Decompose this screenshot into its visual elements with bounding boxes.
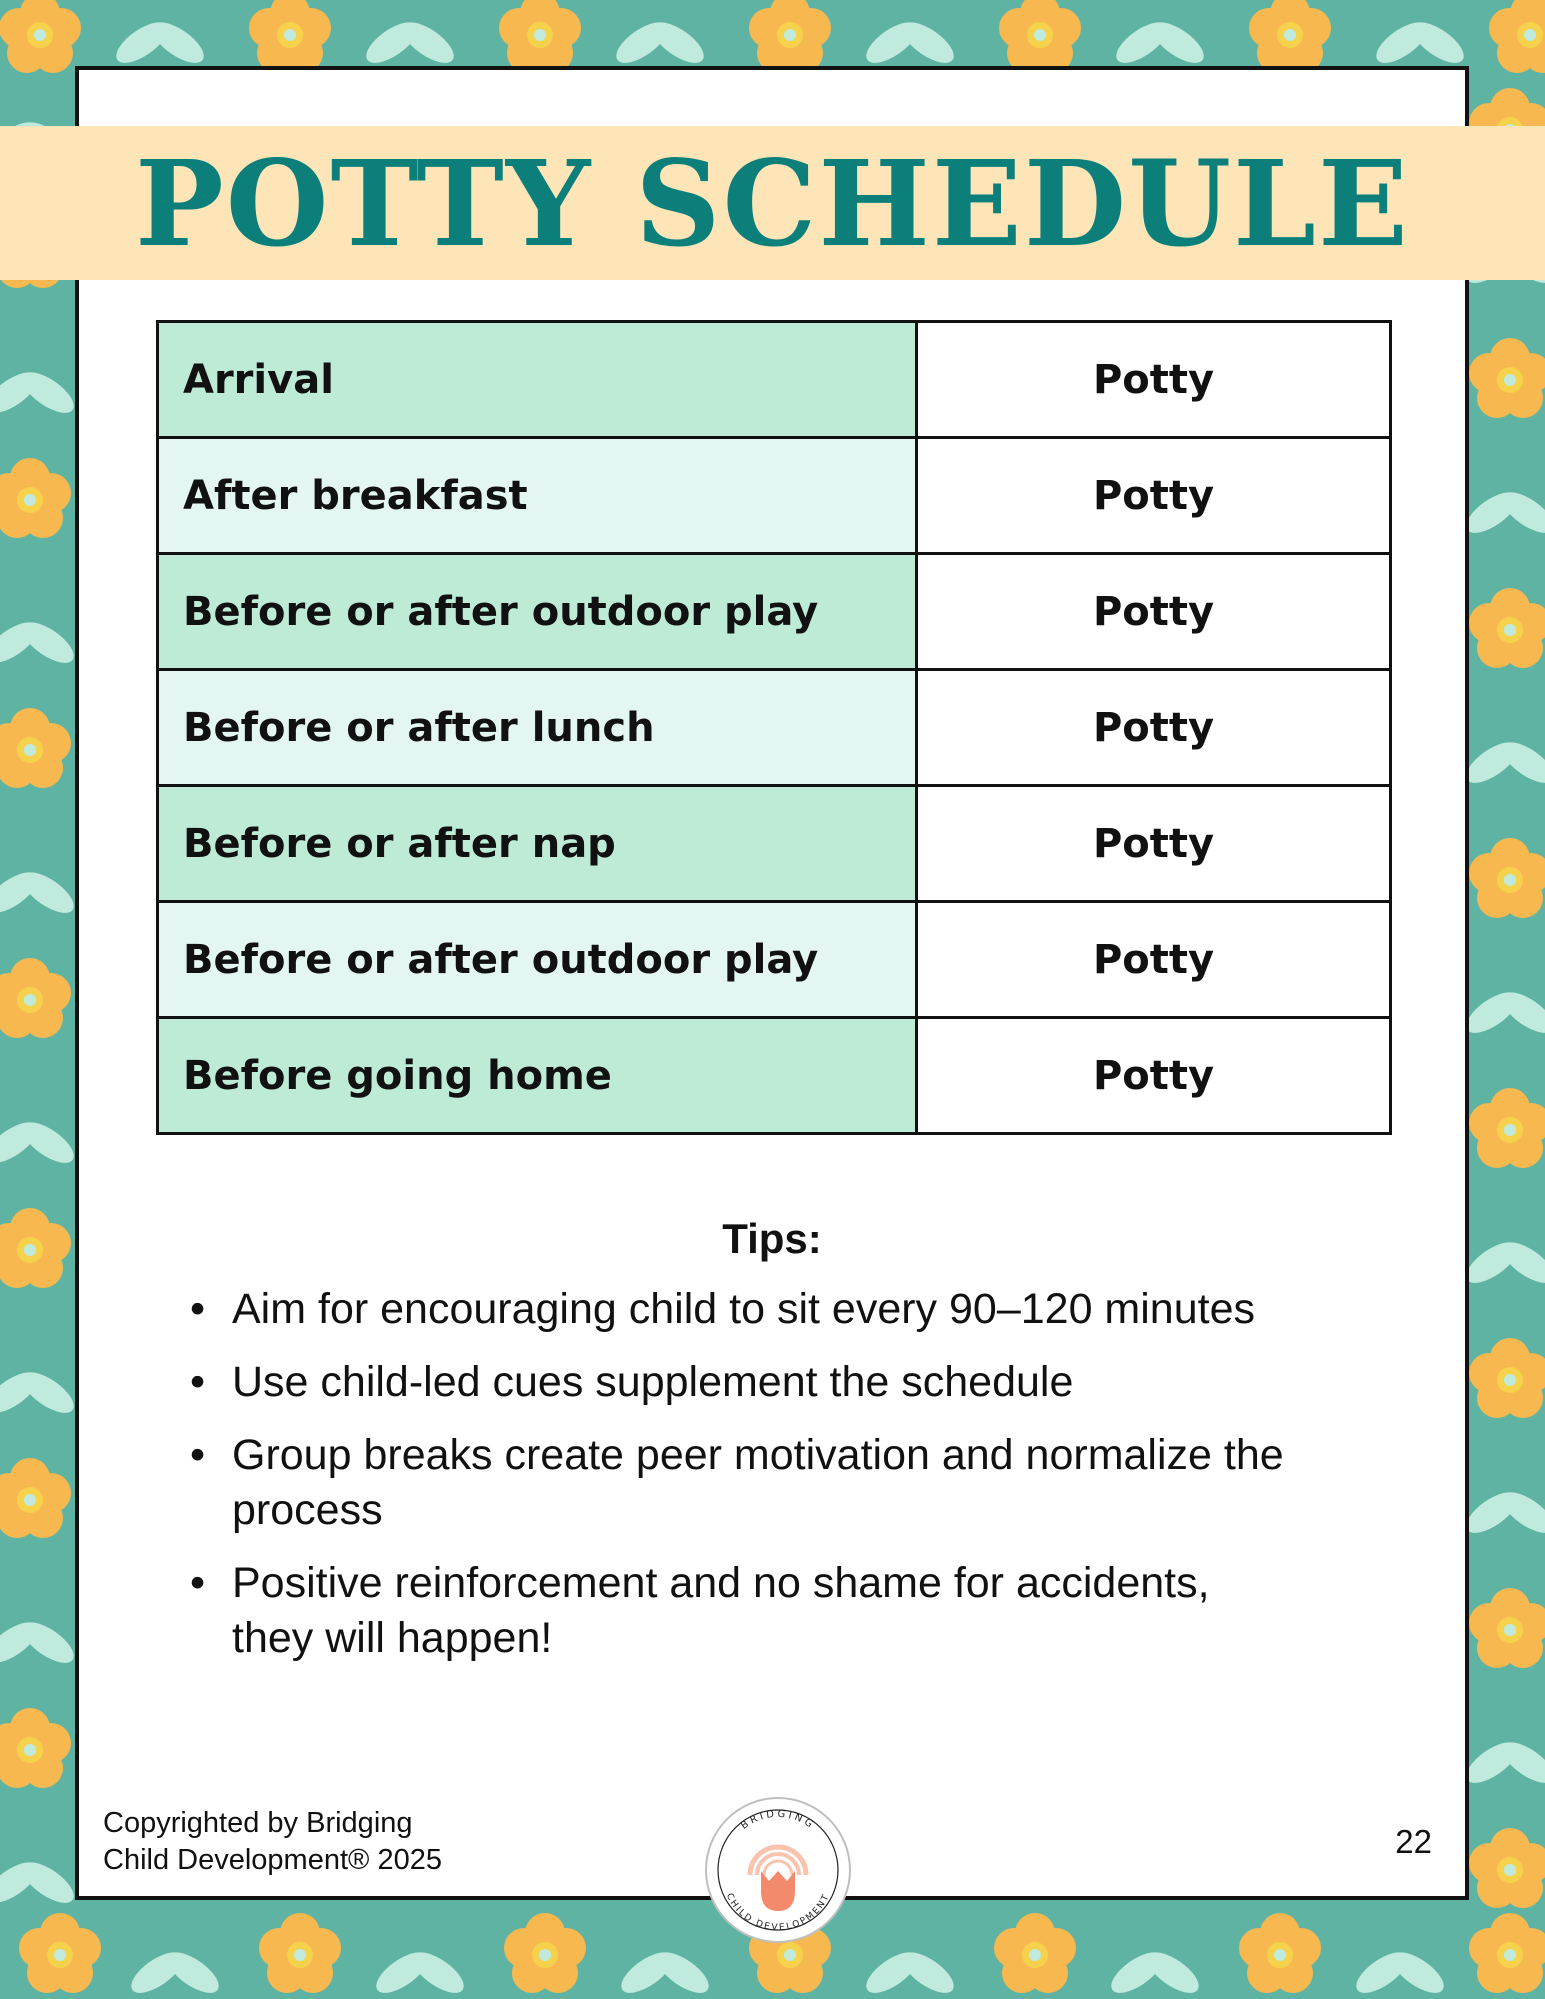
table-row xyxy=(158,670,1391,786)
copyright-line: Child Development® 2025 xyxy=(103,1844,442,1876)
tip-text: Positive reinforcement and no shame for accidents, they will happen! xyxy=(232,1559,1210,1662)
schedule-time-cell: After breakfast xyxy=(158,438,917,554)
tip-text: Use child-led cues supplement the schedule xyxy=(232,1358,1074,1406)
copyright-line: Copyrighted by Bridging xyxy=(103,1807,413,1839)
bridging-child-development-logo xyxy=(703,1795,853,1945)
schedule-time-cell: Before or after nap xyxy=(158,786,917,902)
bullet-icon: • xyxy=(190,1431,206,1479)
tip-text: Group breaks create peer motivation and normalize the process xyxy=(232,1431,1284,1534)
schedule-time-cell: Arrival xyxy=(158,322,917,438)
table-row xyxy=(158,554,1391,670)
logo-top-text: BRIDGING xyxy=(739,1808,817,1832)
schedule-action-cell: Potty xyxy=(917,554,1391,670)
tips-list xyxy=(186,1282,1296,1684)
page-number: 22 xyxy=(1395,1823,1432,1860)
potty-schedule-table xyxy=(156,320,1392,1135)
schedule-time-cell: Before or after lunch xyxy=(158,670,917,786)
schedule-action-cell: Potty xyxy=(917,786,1391,902)
list-item xyxy=(186,1282,1296,1337)
logo-bottom-text: CHILD DEVELOPMENT xyxy=(723,1891,833,1934)
list-item xyxy=(186,1556,1296,1666)
list-item xyxy=(186,1355,1296,1410)
table-row xyxy=(158,786,1391,902)
bullet-icon: • xyxy=(190,1285,206,1333)
table-row xyxy=(158,438,1391,554)
table-row xyxy=(158,322,1391,438)
table-row xyxy=(158,1018,1391,1134)
bullet-icon: • xyxy=(190,1559,206,1607)
list-item xyxy=(186,1428,1296,1538)
page-title: POTTY SCHEDULE xyxy=(135,133,1410,273)
tips-heading: Tips: xyxy=(722,1215,822,1262)
bullet-icon: • xyxy=(190,1358,206,1406)
schedule-action-cell: Potty xyxy=(917,322,1391,438)
table-row xyxy=(158,902,1391,1018)
schedule-action-cell: Potty xyxy=(917,438,1391,554)
copyright-notice xyxy=(103,1805,703,1879)
schedule-action-cell: Potty xyxy=(917,670,1391,786)
tip-text: Aim for encouraging child to sit every 90–120 minutes xyxy=(232,1285,1255,1333)
schedule-action-cell: Potty xyxy=(917,1018,1391,1134)
schedule-time-cell: Before going home xyxy=(158,1018,917,1134)
schedule-action-cell: Potty xyxy=(917,902,1391,1018)
schedule-time-cell: Before or after outdoor play xyxy=(158,902,917,1018)
schedule-time-cell: Before or after outdoor play xyxy=(158,554,917,670)
